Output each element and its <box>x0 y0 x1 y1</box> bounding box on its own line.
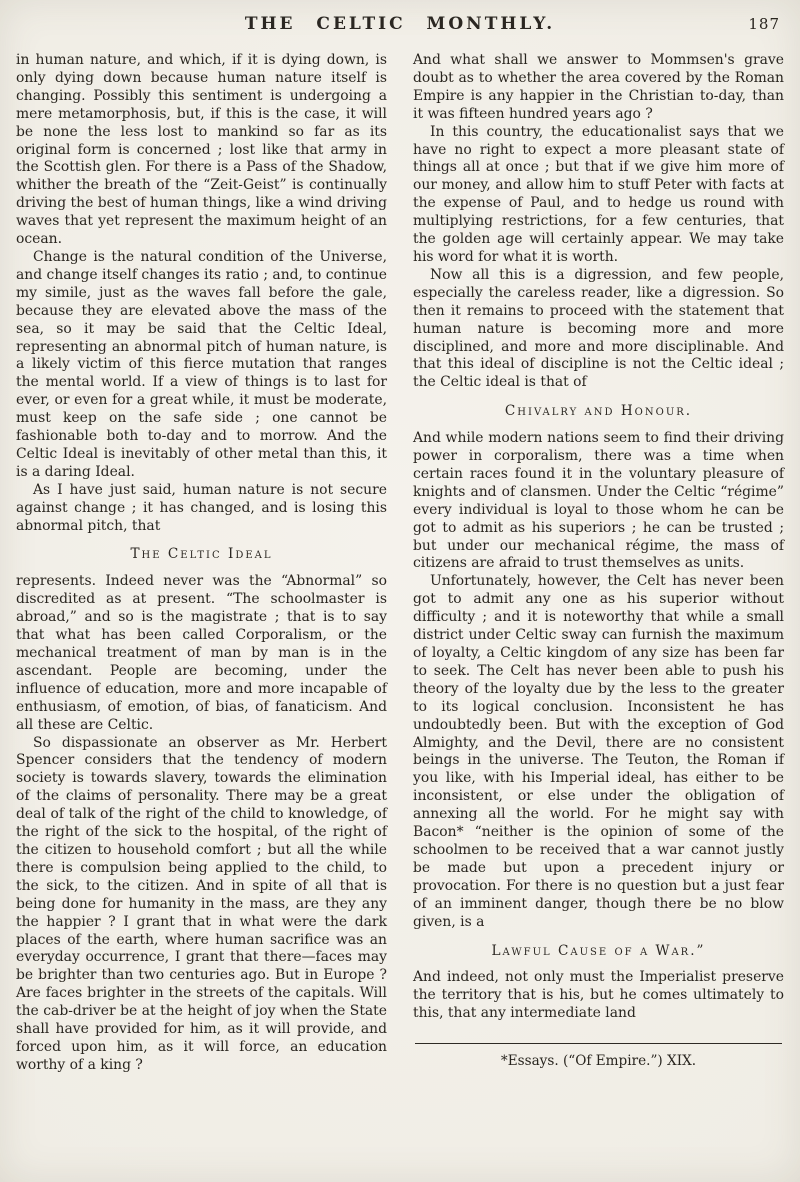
paragraph: In this country, the educationalist says that we have no right to expect a more pleasant state of things all at once ; but that if we give him more of our money, and allow him to stuff Peter with facts at the expense of Paul, and to hedge us round with multiplying restrictions, for a few centuries, that the golden age will certainly appear. We may take his word for what it is worth. <box>413 123 784 265</box>
journal-title: THE CELTIC MONTHLY. <box>244 14 556 34</box>
paragraph: represents. Indeed never was the “Abnormal” so discredited as at present. “The schoolmaster is abroad,” and so is the magistrate ; that is to say that what has been called Corporalism, or the mechanical treatment of man by man is in the ascendant. People are becoming, under the influence of education, more and more incapable of enthusiasm, of emotion, of bias, of fanaticism. And all these are Celtic. <box>16 573 387 733</box>
paragraph: So dispassionate an observer as Mr. Herbert Spencer considers that the tendency of modern society is towards slavery, towards the elimination of the claims of personality. There may be a great deal of talk of the right of the child to knowledge, of the right of the sick to the hospital, of the right of the citizen to household comfort ; but all the while there is compulsion being applied to the child, to the sick, to the citizen. And in spite of all that is being done for humanity in the mass, are they any the happier ? I grant that in what were the dark places of the earth, where human sacrifice was an everyday occurrence, I grant that there—faces may be brighter than two centuries ago. But in Europe ? Are faces brighter in the streets of the capitals. Will the cab-driver be at the height of joy when the State shall have provided for him, as it will provide, and forced upon him, as it will force, an education worthy of a king ? <box>16 734 387 1073</box>
paragraph: in human nature, and which, if it is dying down, is only dying down because human nature itself is changing. Possibly this sentiment is undergoing a mere metamorphosis, but, if this is the case, it will be none the less lost to mankind so far as its original form is concerned ; lost like that army in the Scottish glen. For there is a Pass of the Shadow, whither the breath of the “Zeit-Geist” is continually driving the best of human things, like a wind driving waves that yet represent the maximum height of an ocean. <box>16 52 387 248</box>
page-number: 187 <box>748 15 780 33</box>
footnote <box>413 1043 784 1071</box>
paragraph: As I have just said, human nature is not secure against change ; it has changed, and is losing this abnormal pitch, that <box>16 481 387 534</box>
section-heading-lawful-cause-of-a-war: Lawful Cause of a War.” <box>491 942 706 959</box>
paragraph: And while modern nations seem to find their driving power in corporalism, there was a time when certain races found it in the voluntary pleasure of knights and of clansmen. Under the Celtic “régime” every individual is loyal to those whom he can be got to admit as his superiors ; he can be trusted ; but under our mechanical régime, the mass of citizens are afraid to trust themselves as units. <box>413 430 784 572</box>
paragraph: Change is the natural condition of the Universe, and change itself changes its ratio ; and, to continue my simile, just as the waves fall before the gale, because they are elevated above the mass of the sea, so it may be said that the Celtic Ideal, representing an abnormal pitch of human nature, is a likely victim of this fierce mutation that ranges the mental world. If a view of things is to last for ever, or even for a great while, it must be moderate, must keep on the safe side ; one cannot be fashionable both to-day and to morrow. And the Celtic Ideal is inevitably of other metal than this, it is a daring Ideal. <box>16 248 387 480</box>
section-heading-the-celtic-ideal: The Celtic Ideal <box>130 546 273 563</box>
paragraph: And what shall we answer to Mommsen's grave doubt as to whether the area covered by the Roman Empire is any happier in the Christian to-day, than it was fifteen hundred years ago ? <box>413 52 784 122</box>
paragraph: And indeed, not only must the Imperialist preserve the territory that is his, but he comes ultimately to this, that any intermediate land <box>413 969 784 1022</box>
paragraph: Unfortunately, however, the Celt has never been got to admit any one as his superior without difficulty ; and it is noteworthy that while a small district under Celtic sway can furnish the maximum of loyalty, a Celtic kingdom of any size has been far to seek. The Celt has never been able to push his theory of the loyalty due by the less to the greater to its logical conclusion. Inconsistent he has undoubtedly been. But with the exception of God Almighty, and the Devil, there are no consistent beings in the universe. The Teuton, the Roman if you like, with his Imperial ideal, has either to be inconsistent, or else under the obligation of annexing all the world. For he might say with Bacon* “neither is the opinion of some of the schoolmen to be received that a war cannot justly be made but upon a precedent injury or provocation. For there is no question but a just fear of an imminent danger, though there be no blow given, is a <box>413 573 784 930</box>
section-heading-chivalry-and-honour: Chivalry and Honour. <box>504 403 693 420</box>
left-column <box>16 52 387 1075</box>
footnote-divider <box>415 1043 782 1044</box>
right-column <box>413 52 784 1075</box>
paragraph: Now all this is a digression, and few people, especially the careless reader, like a digression. So then it remains to proceed with the statement that human nature is becoming more and more disciplined, and more and more disciplinable. And that this ideal of discipline is not the Celtic ideal ; the Celtic ideal is that of <box>413 266 784 391</box>
page-header <box>16 10 784 52</box>
two-column-body <box>16 52 784 1075</box>
footnote-text: *Essays. (“Of Empire.”) XIX. <box>500 1053 697 1070</box>
